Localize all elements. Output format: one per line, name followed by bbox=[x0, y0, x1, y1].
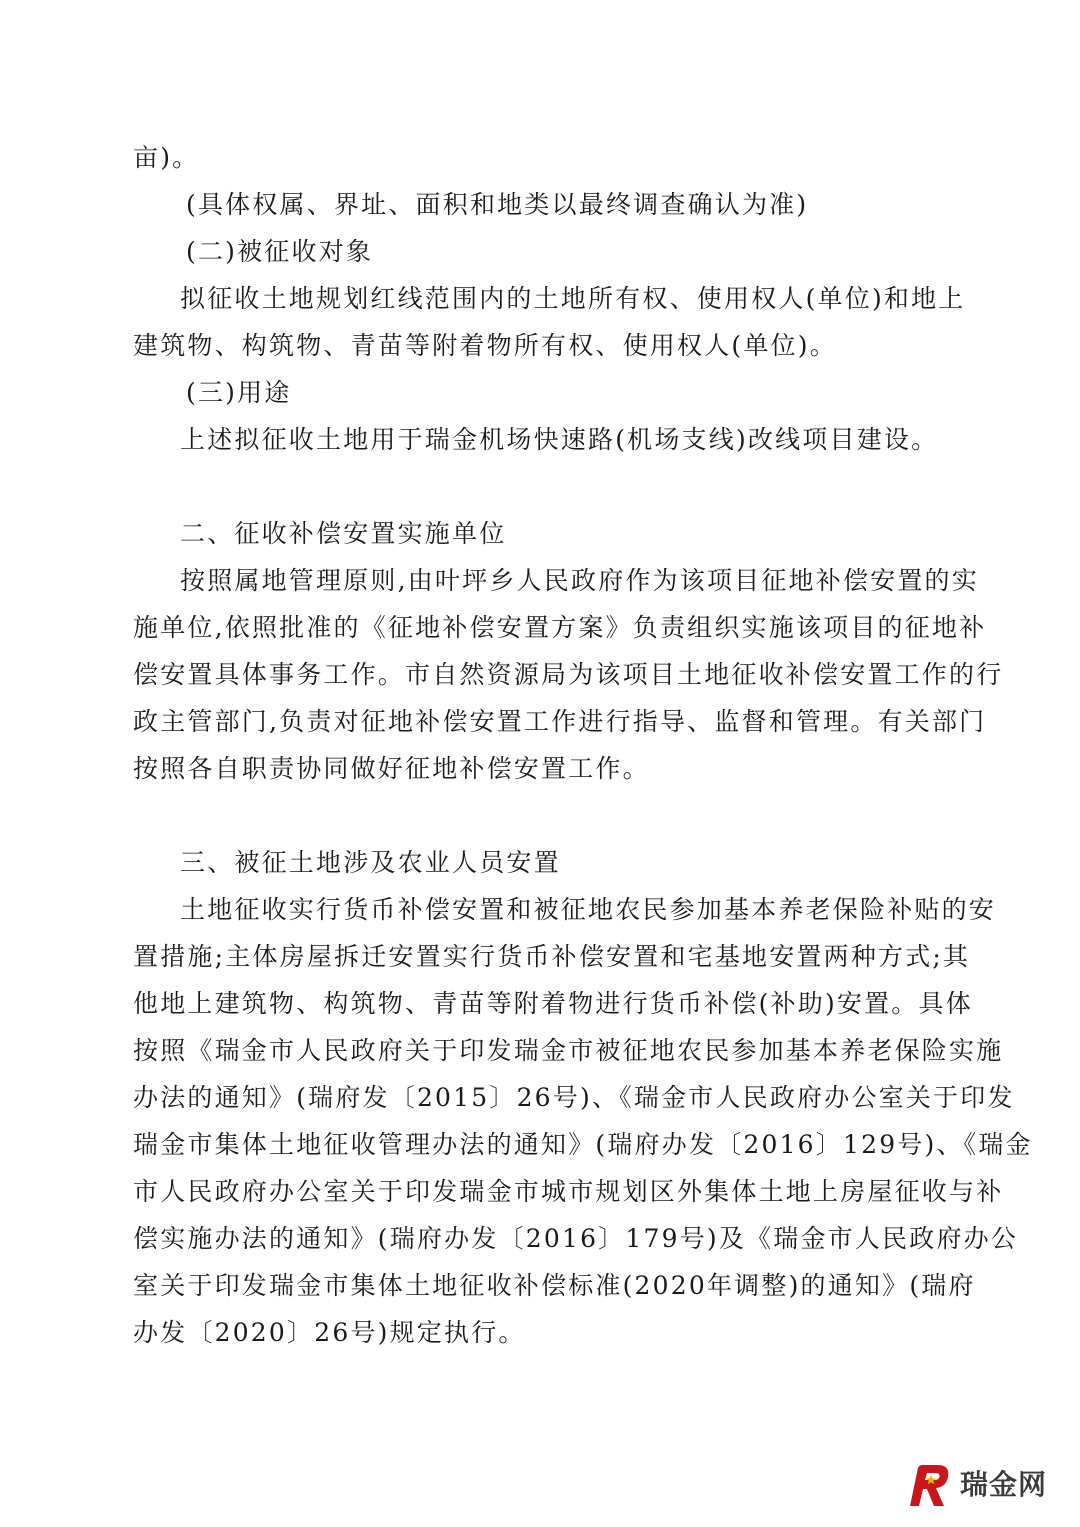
text-line: 施单位,依照批准的《征地补偿安置方案》负责组织实施该项目的征地补 bbox=[133, 613, 987, 642]
text-line: 拟征收土地规划红线范围内的土地所有权、使用权人(单位)和地上 bbox=[180, 284, 966, 313]
text-line: 土地征收实行货币补偿安置和被征地农民参加基本养老保险补贴的安 bbox=[180, 895, 997, 924]
section-heading: 二、征收补偿安置实施单位 bbox=[180, 519, 507, 548]
text-line: (具体权属、界址、面积和地类以最终调查确认为准) bbox=[186, 190, 809, 219]
text-line: 偿安置具体事务工作。市自然资源局为该项目土地征收补偿安置工作的行 bbox=[133, 660, 1004, 689]
watermark-text: 瑞金网 bbox=[960, 1468, 1048, 1501]
text-line: 室关于印发瑞金市集体土地征收补偿标准(2020年调整)的通知》(瑞府 bbox=[133, 1271, 976, 1300]
text-line: 置措施;主体房屋拆迁安置实行货币补偿安置和宅基地安置两种方式;其 bbox=[133, 942, 971, 971]
text-line: 按照各自职责协同做好征地补偿安置工作。 bbox=[133, 754, 650, 783]
section-subheading: (三)用途 bbox=[186, 378, 292, 407]
text-line: 上述拟征收土地用于瑞金机场快速路(机场支线)改线项目建设。 bbox=[180, 425, 939, 454]
text-line: 办发〔2020〕26号)规定执行。 bbox=[133, 1318, 526, 1347]
section-heading: 三、被征土地涉及农业人员安置 bbox=[180, 848, 561, 877]
section-subheading: (二)被征收对象 bbox=[186, 237, 374, 266]
text-line: 他地上建筑物、构筑物、青苗等附着物进行货币补偿(补助)安置。具体 bbox=[133, 989, 973, 1018]
text-line: 建筑物、构筑物、青苗等附着物所有权、使用权人(单位)。 bbox=[133, 331, 837, 360]
text-line: 瑞金市集体土地征收管理办法的通知》(瑞府办发〔2016〕129号)、《瑞金 bbox=[133, 1130, 1033, 1159]
text-line: 亩)。 bbox=[133, 143, 200, 172]
text-line: 偿实施办法的通知》(瑞府办发〔2016〕179号)及《瑞金市人民政府办公 bbox=[133, 1224, 1019, 1253]
text-line: 办法的通知》(瑞府发〔2015〕26号)、《瑞金市人民政府办公室关于印发 bbox=[133, 1083, 1015, 1112]
site-watermark bbox=[900, 1460, 1070, 1510]
text-line: 政主管部门,负责对征地补偿安置工作进行指导、监督和管理。有关部门 bbox=[133, 707, 987, 736]
text-line: 按照属地管理原则,由叶坪乡人民政府作为该项目征地补偿安置的实 bbox=[180, 566, 979, 595]
text-line: 按照《瑞金市人民政府关于印发瑞金市被征地农民参加基本养老保险实施 bbox=[133, 1036, 1004, 1065]
ruijin-logo-icon bbox=[904, 1462, 956, 1508]
text-line: 市人民政府办公室关于印发瑞金市城市规划区外集体土地上房屋征收与补 bbox=[133, 1177, 1004, 1206]
